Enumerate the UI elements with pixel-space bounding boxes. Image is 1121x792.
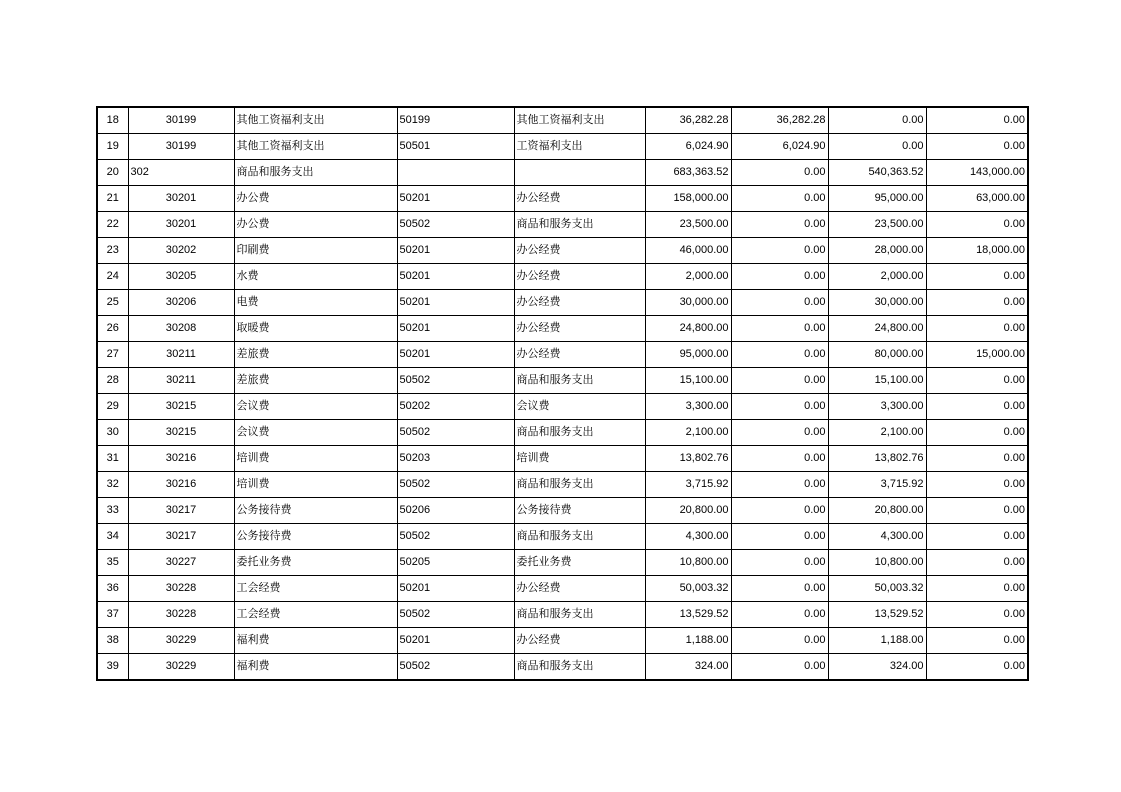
economic-code-cell: 50201: [397, 238, 514, 264]
economic-code-cell: 50502: [397, 524, 514, 550]
row-number-cell: 24: [97, 264, 128, 290]
economic-name-cell: 工资福利支出: [514, 134, 645, 160]
other-amount-cell: 0.00: [926, 628, 1028, 654]
total-amount-cell: 158,000.00: [645, 186, 731, 212]
basic-expenditure-cell: 0.00: [731, 602, 828, 628]
project-expenditure-cell: 30,000.00: [828, 290, 926, 316]
project-expenditure-cell: 24,800.00: [828, 316, 926, 342]
row-number-cell: 31: [97, 446, 128, 472]
table-body: [97, 107, 1028, 680]
table-row: [97, 654, 1028, 681]
economic-code-cell: 50201: [397, 628, 514, 654]
economic-code-cell: 50501: [397, 134, 514, 160]
project-expenditure-cell: 10,800.00: [828, 550, 926, 576]
total-amount-cell: 20,800.00: [645, 498, 731, 524]
total-amount-cell: 13,529.52: [645, 602, 731, 628]
function-name-cell: 公务接待费: [234, 524, 397, 550]
economic-name-cell: 商品和服务支出: [514, 368, 645, 394]
economic-code-cell: 50201: [397, 290, 514, 316]
economic-name-cell: 办公经费: [514, 576, 645, 602]
basic-expenditure-cell: 36,282.28: [731, 107, 828, 134]
table-row: [97, 264, 1028, 290]
function-name-cell: 商品和服务支出: [234, 160, 397, 186]
economic-code-cell: 50205: [397, 550, 514, 576]
economic-code-cell: 50206: [397, 498, 514, 524]
project-expenditure-cell: 4,300.00: [828, 524, 926, 550]
project-expenditure-cell: 0.00: [828, 134, 926, 160]
total-amount-cell: 13,802.76: [645, 446, 731, 472]
economic-code-cell: 50203: [397, 446, 514, 472]
total-amount-cell: 683,363.52: [645, 160, 731, 186]
function-name-cell: 印刷费: [234, 238, 397, 264]
function-code-cell: 30199: [128, 107, 234, 134]
function-name-cell: 福利费: [234, 628, 397, 654]
project-expenditure-cell: 20,800.00: [828, 498, 926, 524]
function-name-cell: 差旅费: [234, 368, 397, 394]
table-row: [97, 316, 1028, 342]
table-row: [97, 160, 1028, 186]
function-code-cell: 30228: [128, 602, 234, 628]
row-number-cell: 38: [97, 628, 128, 654]
row-number-cell: 22: [97, 212, 128, 238]
other-amount-cell: 15,000.00: [926, 342, 1028, 368]
total-amount-cell: 10,800.00: [645, 550, 731, 576]
function-code-cell: 30201: [128, 186, 234, 212]
economic-name-cell: 办公经费: [514, 290, 645, 316]
row-number-cell: 26: [97, 316, 128, 342]
project-expenditure-cell: 13,802.76: [828, 446, 926, 472]
economic-code-cell: 50502: [397, 472, 514, 498]
other-amount-cell: 0.00: [926, 524, 1028, 550]
function-name-cell: 工会经费: [234, 602, 397, 628]
function-name-cell: 取暖费: [234, 316, 397, 342]
basic-expenditure-cell: 0.00: [731, 160, 828, 186]
function-name-cell: 培训费: [234, 446, 397, 472]
basic-expenditure-cell: 0.00: [731, 472, 828, 498]
basic-expenditure-cell: 0.00: [731, 576, 828, 602]
table-row: [97, 394, 1028, 420]
basic-expenditure-cell: 0.00: [731, 316, 828, 342]
project-expenditure-cell: 3,715.92: [828, 472, 926, 498]
row-number-cell: 34: [97, 524, 128, 550]
project-expenditure-cell: 3,300.00: [828, 394, 926, 420]
total-amount-cell: 4,300.00: [645, 524, 731, 550]
table-row: [97, 238, 1028, 264]
total-amount-cell: 2,000.00: [645, 264, 731, 290]
economic-code-cell: 50502: [397, 212, 514, 238]
other-amount-cell: 143,000.00: [926, 160, 1028, 186]
other-amount-cell: 18,000.00: [926, 238, 1028, 264]
other-amount-cell: 0.00: [926, 212, 1028, 238]
function-name-cell: 其他工资福利支出: [234, 134, 397, 160]
table-row: [97, 628, 1028, 654]
economic-code-cell: [397, 160, 514, 186]
function-code-cell: 30206: [128, 290, 234, 316]
table-row: [97, 550, 1028, 576]
table-row: [97, 472, 1028, 498]
function-name-cell: 会议费: [234, 394, 397, 420]
project-expenditure-cell: 2,000.00: [828, 264, 926, 290]
function-name-cell: 工会经费: [234, 576, 397, 602]
table-row: [97, 498, 1028, 524]
economic-name-cell: 会议费: [514, 394, 645, 420]
basic-expenditure-cell: 0.00: [731, 628, 828, 654]
row-number-cell: 36: [97, 576, 128, 602]
economic-code-cell: 50202: [397, 394, 514, 420]
economic-name-cell: 培训费: [514, 446, 645, 472]
total-amount-cell: 95,000.00: [645, 342, 731, 368]
economic-code-cell: 50201: [397, 186, 514, 212]
total-amount-cell: 15,100.00: [645, 368, 731, 394]
function-name-cell: 福利费: [234, 654, 397, 681]
other-amount-cell: 63,000.00: [926, 186, 1028, 212]
table-row: [97, 290, 1028, 316]
basic-expenditure-cell: 0.00: [731, 394, 828, 420]
row-number-cell: 30: [97, 420, 128, 446]
function-code-cell: 30215: [128, 394, 234, 420]
row-number-cell: 33: [97, 498, 128, 524]
function-code-cell: 30217: [128, 524, 234, 550]
economic-name-cell: 商品和服务支出: [514, 212, 645, 238]
other-amount-cell: 0.00: [926, 264, 1028, 290]
economic-name-cell: 商品和服务支出: [514, 654, 645, 681]
function-name-cell: 差旅费: [234, 342, 397, 368]
function-code-cell: 30227: [128, 550, 234, 576]
other-amount-cell: 0.00: [926, 472, 1028, 498]
project-expenditure-cell: 0.00: [828, 107, 926, 134]
function-name-cell: 电费: [234, 290, 397, 316]
basic-expenditure-cell: 0.00: [731, 186, 828, 212]
other-amount-cell: 0.00: [926, 654, 1028, 681]
row-number-cell: 25: [97, 290, 128, 316]
total-amount-cell: 24,800.00: [645, 316, 731, 342]
economic-code-cell: 50502: [397, 654, 514, 681]
function-code-cell: 30208: [128, 316, 234, 342]
project-expenditure-cell: 2,100.00: [828, 420, 926, 446]
function-name-cell: 其他工资福利支出: [234, 107, 397, 134]
table-row: [97, 186, 1028, 212]
basic-expenditure-cell: 0.00: [731, 290, 828, 316]
economic-code-cell: 50201: [397, 342, 514, 368]
basic-expenditure-cell: 6,024.90: [731, 134, 828, 160]
other-amount-cell: 0.00: [926, 394, 1028, 420]
economic-name-cell: 委托业务费: [514, 550, 645, 576]
function-code-cell: 302: [128, 160, 234, 186]
other-amount-cell: 0.00: [926, 420, 1028, 446]
basic-expenditure-cell: 0.00: [731, 446, 828, 472]
total-amount-cell: 23,500.00: [645, 212, 731, 238]
basic-expenditure-cell: 0.00: [731, 212, 828, 238]
project-expenditure-cell: 80,000.00: [828, 342, 926, 368]
other-amount-cell: 0.00: [926, 107, 1028, 134]
table-row: [97, 446, 1028, 472]
function-code-cell: 30201: [128, 212, 234, 238]
other-amount-cell: 0.00: [926, 290, 1028, 316]
function-code-cell: 30229: [128, 654, 234, 681]
other-amount-cell: 0.00: [926, 576, 1028, 602]
function-name-cell: 培训费: [234, 472, 397, 498]
total-amount-cell: 2,100.00: [645, 420, 731, 446]
project-expenditure-cell: 23,500.00: [828, 212, 926, 238]
function-code-cell: 30217: [128, 498, 234, 524]
basic-expenditure-cell: 0.00: [731, 524, 828, 550]
economic-name-cell: 办公经费: [514, 342, 645, 368]
basic-expenditure-cell: 0.00: [731, 550, 828, 576]
function-name-cell: 水费: [234, 264, 397, 290]
row-number-cell: 39: [97, 654, 128, 681]
function-code-cell: 30211: [128, 342, 234, 368]
function-code-cell: 30199: [128, 134, 234, 160]
economic-name-cell: 公务接待费: [514, 498, 645, 524]
basic-expenditure-cell: 0.00: [731, 654, 828, 681]
basic-expenditure-cell: 0.00: [731, 238, 828, 264]
other-amount-cell: 0.00: [926, 446, 1028, 472]
table-row: [97, 134, 1028, 160]
total-amount-cell: 6,024.90: [645, 134, 731, 160]
total-amount-cell: 3,300.00: [645, 394, 731, 420]
table-row: [97, 107, 1028, 134]
economic-code-cell: 50199: [397, 107, 514, 134]
basic-expenditure-cell: 0.00: [731, 420, 828, 446]
function-code-cell: 30228: [128, 576, 234, 602]
function-name-cell: 办公费: [234, 186, 397, 212]
row-number-cell: 37: [97, 602, 128, 628]
row-number-cell: 29: [97, 394, 128, 420]
economic-name-cell: 商品和服务支出: [514, 602, 645, 628]
basic-expenditure-cell: 0.00: [731, 368, 828, 394]
project-expenditure-cell: 540,363.52: [828, 160, 926, 186]
basic-expenditure-cell: 0.00: [731, 498, 828, 524]
economic-name-cell: 办公经费: [514, 264, 645, 290]
table-row: [97, 420, 1028, 446]
basic-expenditure-cell: 0.00: [731, 264, 828, 290]
economic-name-cell: 办公经费: [514, 186, 645, 212]
function-name-cell: 会议费: [234, 420, 397, 446]
total-amount-cell: 30,000.00: [645, 290, 731, 316]
table-row: [97, 368, 1028, 394]
other-amount-cell: 0.00: [926, 368, 1028, 394]
economic-name-cell: 商品和服务支出: [514, 472, 645, 498]
project-expenditure-cell: 95,000.00: [828, 186, 926, 212]
economic-code-cell: 50502: [397, 602, 514, 628]
total-amount-cell: 50,003.32: [645, 576, 731, 602]
other-amount-cell: 0.00: [926, 602, 1028, 628]
other-amount-cell: 0.00: [926, 134, 1028, 160]
economic-name-cell: 其他工资福利支出: [514, 107, 645, 134]
total-amount-cell: 3,715.92: [645, 472, 731, 498]
row-number-cell: 27: [97, 342, 128, 368]
total-amount-cell: 46,000.00: [645, 238, 731, 264]
economic-code-cell: 50502: [397, 368, 514, 394]
row-number-cell: 35: [97, 550, 128, 576]
function-code-cell: 30202: [128, 238, 234, 264]
economic-name-cell: 办公经费: [514, 316, 645, 342]
basic-expenditure-cell: 0.00: [731, 342, 828, 368]
economic-code-cell: 50201: [397, 316, 514, 342]
total-amount-cell: 1,188.00: [645, 628, 731, 654]
economic-name-cell: 商品和服务支出: [514, 524, 645, 550]
project-expenditure-cell: 13,529.52: [828, 602, 926, 628]
function-name-cell: 委托业务费: [234, 550, 397, 576]
other-amount-cell: 0.00: [926, 550, 1028, 576]
project-expenditure-cell: 324.00: [828, 654, 926, 681]
project-expenditure-cell: 28,000.00: [828, 238, 926, 264]
table-row: [97, 602, 1028, 628]
function-name-cell: 公务接待费: [234, 498, 397, 524]
row-number-cell: 20: [97, 160, 128, 186]
expenditure-table: [96, 106, 1029, 681]
economic-code-cell: 50201: [397, 576, 514, 602]
economic-code-cell: 50502: [397, 420, 514, 446]
function-code-cell: 30215: [128, 420, 234, 446]
function-code-cell: 30205: [128, 264, 234, 290]
row-number-cell: 32: [97, 472, 128, 498]
table-row: [97, 524, 1028, 550]
table-row: [97, 212, 1028, 238]
function-code-cell: 30211: [128, 368, 234, 394]
row-number-cell: 21: [97, 186, 128, 212]
economic-name-cell: [514, 160, 645, 186]
economic-name-cell: 商品和服务支出: [514, 420, 645, 446]
other-amount-cell: 0.00: [926, 316, 1028, 342]
project-expenditure-cell: 15,100.00: [828, 368, 926, 394]
row-number-cell: 28: [97, 368, 128, 394]
project-expenditure-cell: 50,003.32: [828, 576, 926, 602]
total-amount-cell: 324.00: [645, 654, 731, 681]
economic-name-cell: 办公经费: [514, 238, 645, 264]
economic-name-cell: 办公经费: [514, 628, 645, 654]
project-expenditure-cell: 1,188.00: [828, 628, 926, 654]
table-row: [97, 576, 1028, 602]
economic-code-cell: 50201: [397, 264, 514, 290]
row-number-cell: 18: [97, 107, 128, 134]
function-code-cell: 30216: [128, 446, 234, 472]
other-amount-cell: 0.00: [926, 498, 1028, 524]
row-number-cell: 23: [97, 238, 128, 264]
row-number-cell: 19: [97, 134, 128, 160]
function-code-cell: 30216: [128, 472, 234, 498]
function-name-cell: 办公费: [234, 212, 397, 238]
function-code-cell: 30229: [128, 628, 234, 654]
table-row: [97, 342, 1028, 368]
total-amount-cell: 36,282.28: [645, 107, 731, 134]
